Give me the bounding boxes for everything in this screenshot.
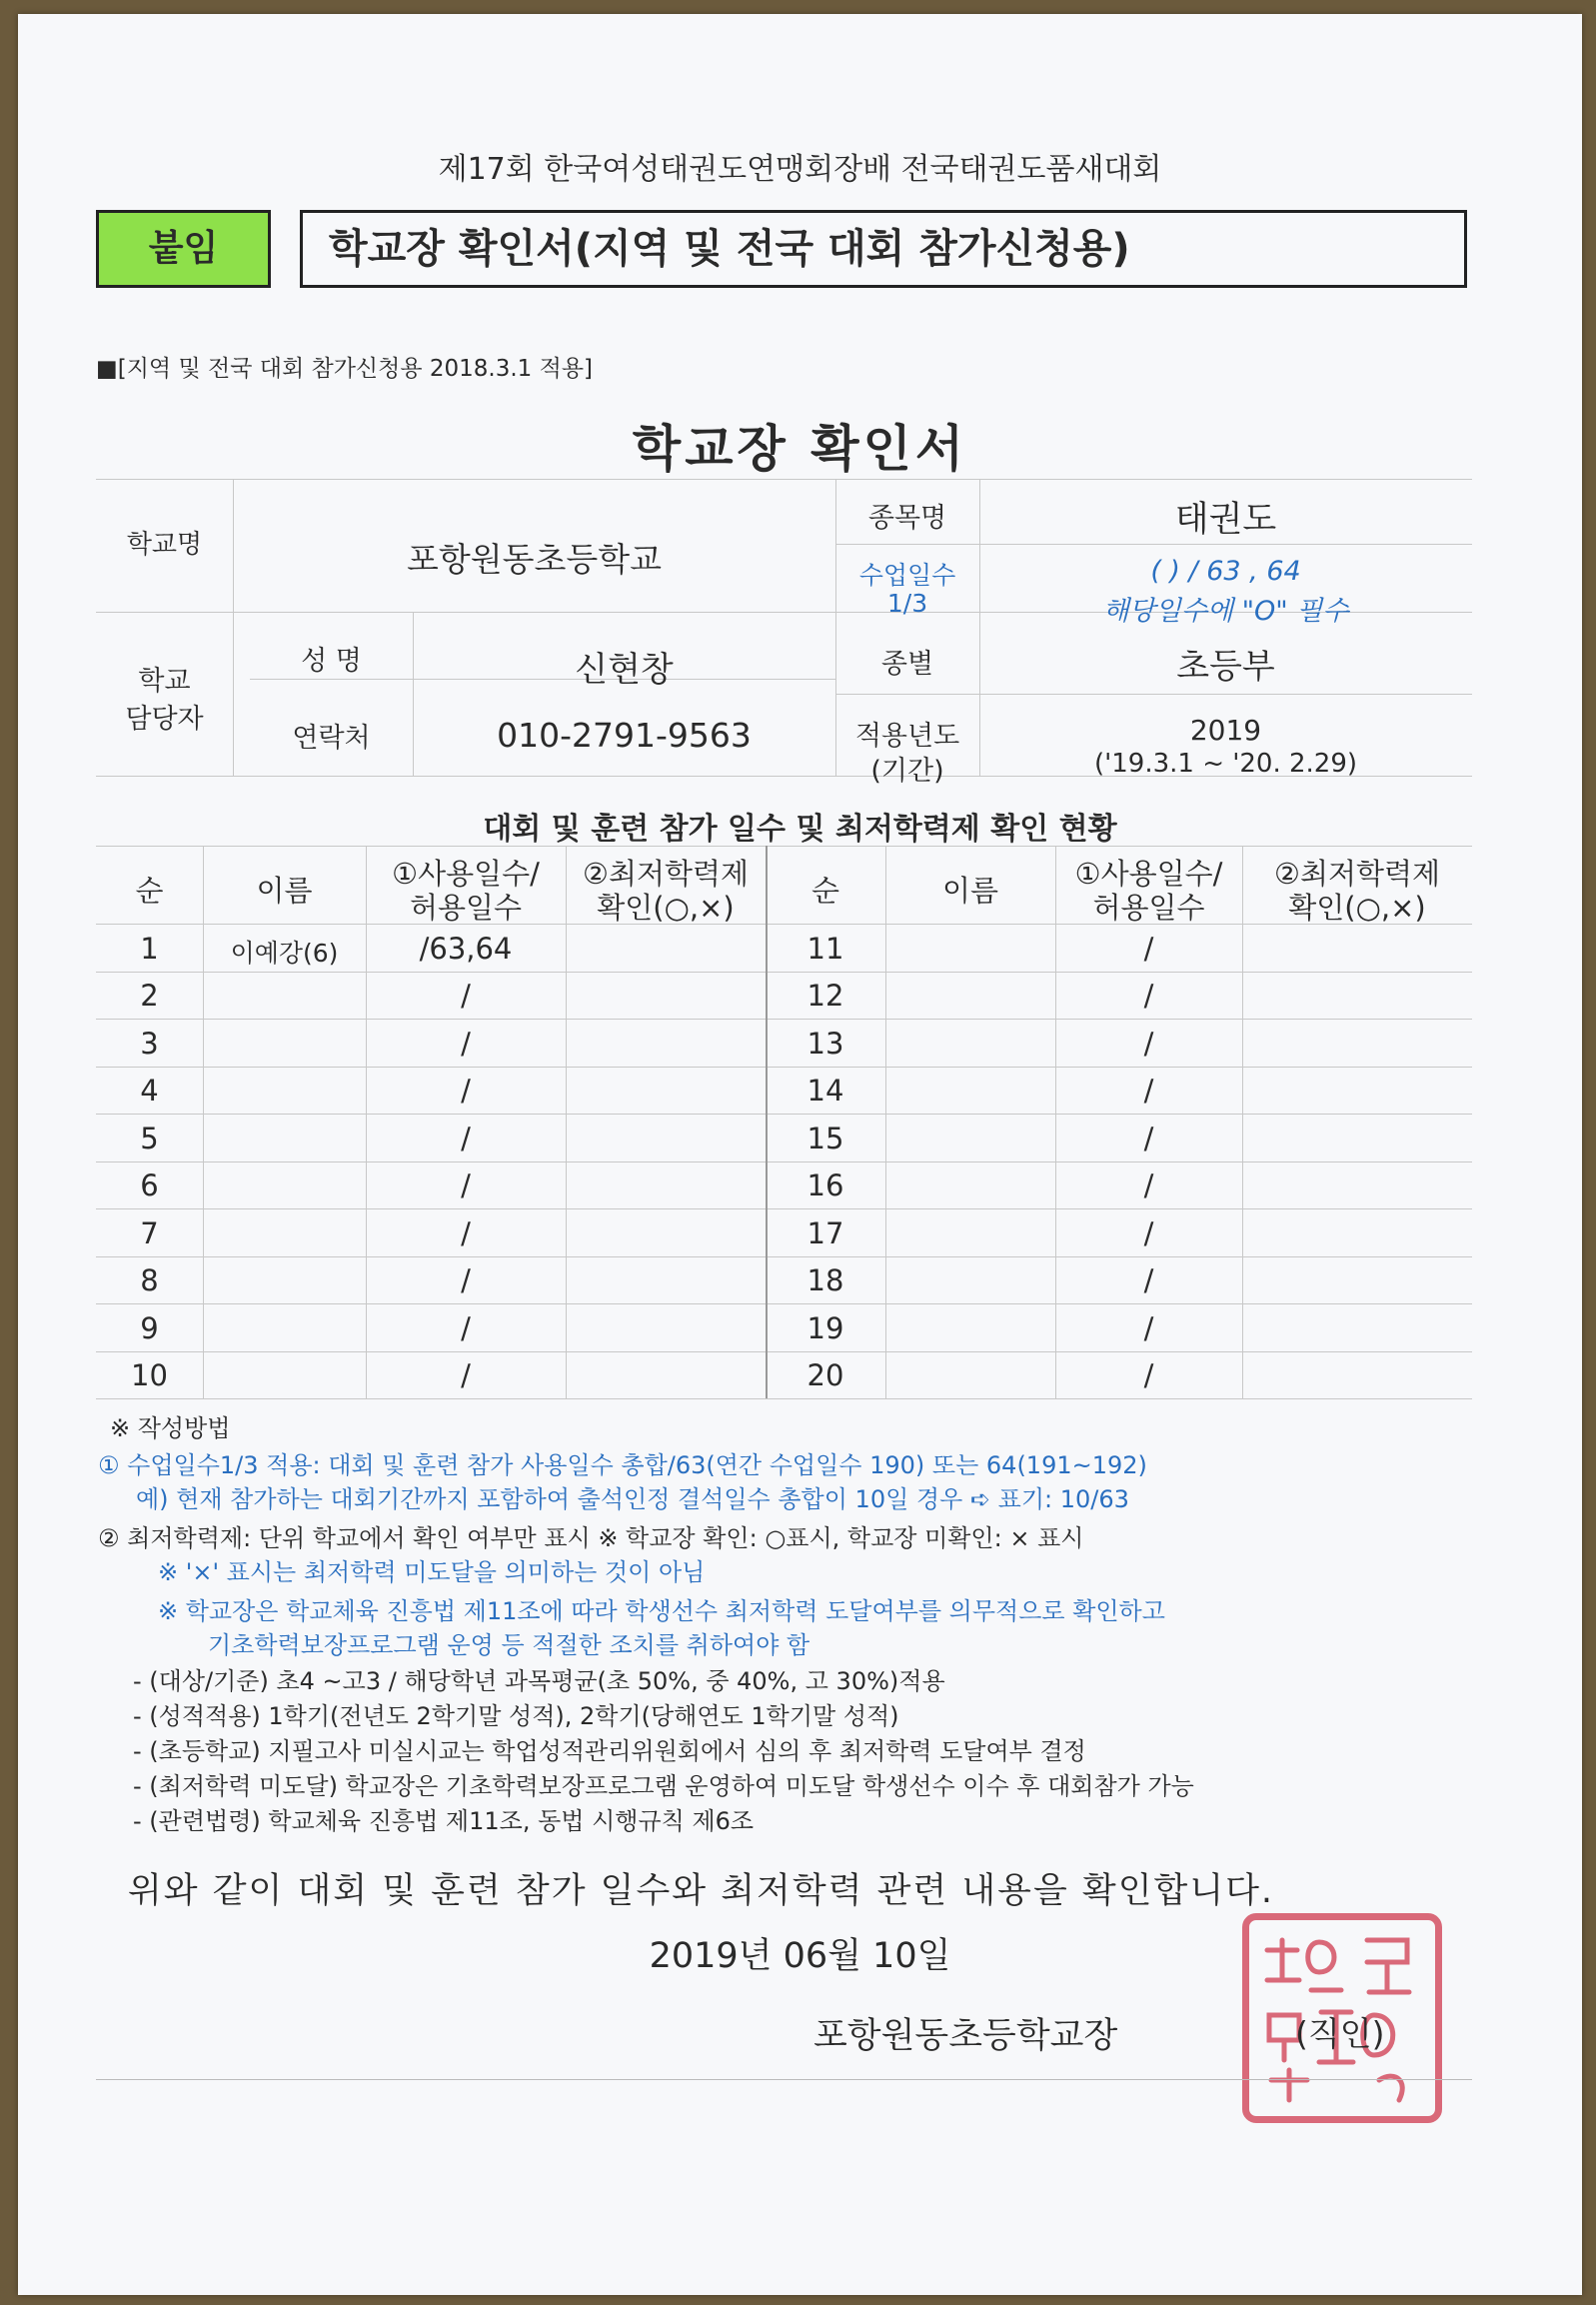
row-no: 16 [806,1168,844,1202]
row-name: 이예강(6) [230,939,339,968]
header-days-2: 허용일수 [1092,891,1205,925]
row-no: 4 [140,1074,159,1108]
divider [96,1067,1472,1068]
header-no: 순 [810,874,839,908]
row-no: 12 [806,979,844,1013]
row-days: / [1143,1027,1154,1061]
header-check: ②최저학력제 [582,857,750,891]
event-title: 제17회 한국여성태권도연맹회장배 전국태권도품새대회 [438,152,1162,187]
row-no: 3 [140,1027,159,1061]
name-label: 성 명 [301,646,362,677]
divider [96,479,1472,480]
row-days: / [1143,1263,1154,1297]
divider [96,1114,1472,1115]
header-days: ①사용일수/ [1074,857,1223,891]
divider [96,1019,1472,1020]
divider [1242,846,1243,1398]
row-days: / [1143,1074,1154,1108]
row-no: 5 [140,1122,159,1155]
class-days-note: 해당일수에 "O" 필수 [1102,596,1349,627]
row-no: 14 [806,1074,844,1108]
row-days: / [461,979,471,1013]
principal-name: 포항원동초등학교장 [813,2016,1118,2056]
class-days-label: 수업일수 [858,561,956,590]
divider [835,694,1472,695]
divider [885,846,886,1398]
row-no: 17 [806,1216,844,1250]
instruction-line: - (성적적용) 1학기(전년도 2학기말 성적), 2학기(당해연도 1학기말 성적) [133,1702,899,1730]
instruction-line: ② 최저학력제: 단위 학교에서 확인 여부만 표시 ※ 학교장 확인: ○표시, 학교장 미확인: × 표시 [98,1524,1084,1552]
document-page [18,14,1582,2295]
row-no: 8 [140,1263,159,1297]
attachment-tag: 붙임 [96,210,271,288]
instruction-line: - (대상/기준) 초4 ~고3 / 해당학년 과목평균(초 50%, 중 40%, 고 30%)적용 [133,1667,945,1695]
row-no: 10 [131,1358,168,1392]
instructions-heading: ※ 작성방법 [110,1414,231,1442]
row-days: / [1143,1358,1154,1392]
class-days-value: ( ) / 63 , 64 [1150,556,1301,587]
issue-date: 2019년 06월 10일 [649,1936,951,1976]
divider [566,846,567,1398]
divider [835,544,1472,545]
bottom-divider [96,2079,1472,2080]
year-value: 2019 [1189,714,1262,747]
row-days: / [1143,932,1154,966]
instruction-line: ① 수업일수1/3 적용: 대회 및 훈련 참가 사용일수 총합/63(연간 수업일수 190) 또는 64(191~192) [98,1451,1147,1479]
division-label: 종별 [880,649,934,680]
row-days: / [461,1216,471,1250]
divider [203,846,204,1398]
row-no: 19 [806,1311,844,1345]
divider [96,1351,1472,1352]
row-days: / [1143,979,1154,1013]
event-value: 태권도 [1174,500,1277,540]
row-days: / [461,1168,471,1202]
class-days-fraction: 1/3 [886,589,928,618]
row-no: 13 [806,1027,844,1061]
row-no: 1 [140,932,159,966]
divider [233,479,234,776]
header-check: ②최저학력제 [1273,857,1441,891]
row-days: /63,64 [419,932,513,966]
instruction-line: - (최저학력 미도달) 학교장은 기초학력보장프로그램 운영하여 미도달 학생선수 이수 후 대회참가 가능 [133,1772,1194,1800]
division-value: 초등부 [1176,647,1275,687]
row-days: / [1143,1311,1154,1345]
phone-value: 010-2791-9563 [497,716,752,755]
instruction-line: 기초학력보장프로그램 운영 등 적절한 조치를 취하여야 함 [208,1631,810,1659]
event-label: 종목명 [867,503,947,534]
row-days: / [461,1122,471,1155]
instruction-line: - (관련법령) 학교체육 진흥법 제11조, 동법 시행규칙 제6조 [133,1807,755,1835]
row-no: 20 [806,1358,844,1392]
document-title: 학교장 확인서 [632,420,968,478]
row-days: / [461,1263,471,1297]
instruction-line: 예) 현재 참가하는 대회기간까지 포함하여 출석인정 결석일수 총합이 10일 경우 ➪ 표기: 10/63 [136,1485,1129,1513]
phone-label: 연락처 [292,723,371,754]
main-title-box: 학교장 확인서(지역 및 전국 대회 참가신청용) [300,210,1467,288]
header-name: 이름 [256,874,313,908]
row-days: / [1143,1122,1154,1155]
row-days: / [461,1027,471,1061]
row-no: 6 [140,1168,159,1202]
divider [96,1256,1472,1257]
year-label: 적용년도 [854,721,960,752]
header-days: ①사용일수/ [392,857,540,891]
row-days: / [461,1074,471,1108]
confirmation-statement: 위와 같이 대회 및 훈련 참가 일수와 최저학력 관련 내용을 확인합니다. [128,1871,1275,1911]
row-no: 9 [140,1311,159,1345]
divider [96,1208,1472,1209]
contact-label-2: 담당자 [125,704,204,735]
year-label-2: (기간) [870,756,944,787]
header-check-2: 확인(○,×) [1288,891,1426,925]
instruction-line: - (초등학교) 지필고사 미실시교는 학업성적관리위원회에서 심의 후 최저학력 도달여부 결정 [133,1737,1086,1765]
row-no: 7 [140,1216,159,1250]
row-no: 15 [806,1122,844,1155]
header-days-2: 허용일수 [409,891,523,925]
row-days: / [1143,1216,1154,1250]
instruction-line: ※ 학교장은 학교체육 진흥법 제11조에 따라 학생선수 최저학력 도달여부를 의무적으로 확인하고 [158,1597,1165,1625]
row-no: 2 [140,979,159,1013]
header-name: 이름 [941,874,999,908]
row-days: / [461,1311,471,1345]
year-period: ('19.3.1 ~ '20. 2.29) [1093,749,1358,779]
school-value: 포항원동초등학교 [406,540,663,579]
seal-label: (직인) [1295,2014,1385,2053]
row-days: / [1143,1168,1154,1202]
instruction-line: ※ '×' 표시는 최저학력 미도달을 의미하는 것이 아님 [158,1558,706,1586]
roster-title: 대회 및 훈련 참가 일수 및 최저학력제 확인 현황 [483,812,1117,847]
row-days: / [461,1358,471,1392]
divider [96,1303,1472,1304]
header-no: 순 [135,874,164,908]
divider [96,1161,1472,1162]
divider [96,1398,1472,1399]
header-check-2: 확인(○,×) [597,891,735,925]
school-label: 학교명 [126,530,203,560]
name-value: 신현창 [575,650,674,690]
row-no: 18 [806,1263,844,1297]
form-note: ■[지역 및 전국 대회 참가신청용 2018.3.1 적용] [96,356,594,382]
contact-label: 학교 [138,666,191,697]
row-no: 11 [806,932,844,966]
divider [96,846,1472,847]
divider [96,972,1472,973]
